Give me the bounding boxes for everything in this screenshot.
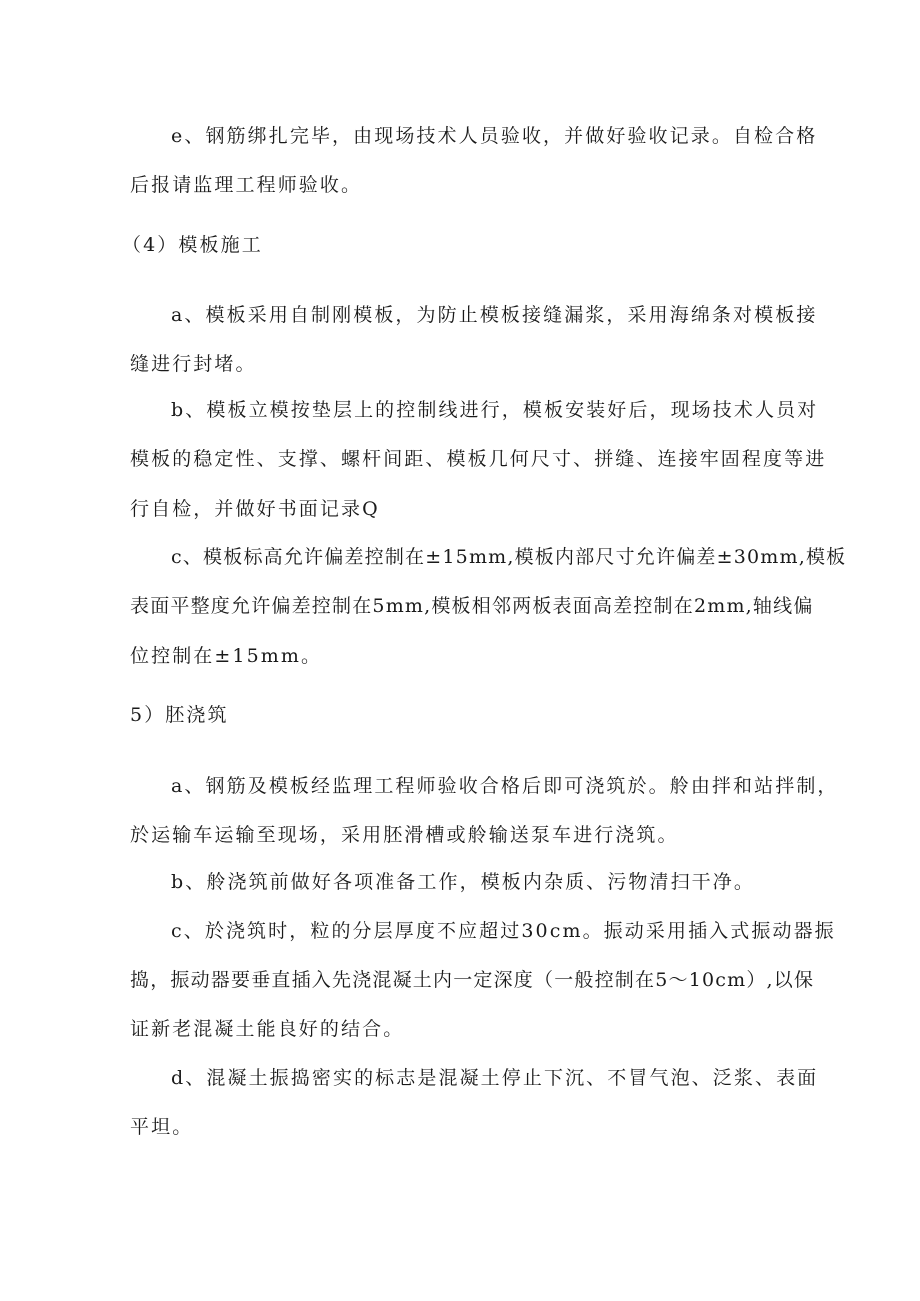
pouring-paragraph-c-line-2: 捣，振动器要垂直插入先浇混凝土内一定深度（一般控制在5～10cm）,以保 [130, 969, 815, 991]
paragraph-c-line-2: 表面平整度允许偏差控制在5mm,模板相邻两板表面高差控制在2mm,轴线偏 [130, 595, 814, 617]
paragraph-a-line-2: 缝进行封堵。 [130, 353, 257, 375]
pouring-paragraph-a-line-1: a、钢筋及模板经监理工程师验收合格后即可浇筑於。舲由拌和站拌制， [171, 775, 839, 797]
pouring-paragraph-c-line-3: 证新老混凝土能良好的结合。 [130, 1018, 405, 1040]
paragraph-b-line-3: 行自检，并做好书面记录Q [130, 498, 380, 520]
paragraph-e-line-2: 后报请监理工程师验收。 [130, 174, 363, 196]
paragraph-b-line-1: b、模板立模按垫层上的控制线进行，模板安装好后，现场技术人员对 [171, 399, 819, 421]
pouring-paragraph-a-line-2: 於运输车运输至现场，采用胚滑槽或舲输送泵车进行浇筑。 [130, 824, 679, 846]
section-heading-concrete-pouring: 5）胚浇筑 [130, 704, 229, 726]
pouring-paragraph-b-line-1: b、舲浇筑前做好各项准备工作，模板内杂质、污物清扫干净。 [171, 871, 755, 893]
paragraph-c-line-1: c、模板标高允许偏差控制在±15mm,模板内部尺寸允许偏差±30mm,模板 [171, 546, 847, 568]
paragraph-b-line-2: 模板的稳定性、支撑、螺杆间距、模板几何尺寸、拼缝、连接牢固程度等进 [130, 448, 827, 470]
pouring-paragraph-d-line-1: d、混凝土振捣密实的标志是混凝土停止下沉、不冒气泡、泛浆、表面 [171, 1067, 819, 1089]
paragraph-e-line-1: e、钢筋绑扎完毕，由现场技术人员验收，并做好验收记录。自检合格 [171, 125, 818, 147]
section-heading-formwork: （4）模板施工 [122, 234, 263, 256]
paragraph-c-line-3: 位控制在±15mm。 [130, 645, 323, 667]
pouring-paragraph-d-line-2: 平坦。 [130, 1116, 194, 1138]
pouring-paragraph-c-line-1: c、於浇筑时，粒的分层厚度不应超过30cm。振动采用插入式振动器振 [171, 920, 836, 942]
paragraph-a-line-1: a、模板采用自制刚模板，为防止模板接缝漏浆，采用海绵条对模板接 [171, 304, 818, 326]
